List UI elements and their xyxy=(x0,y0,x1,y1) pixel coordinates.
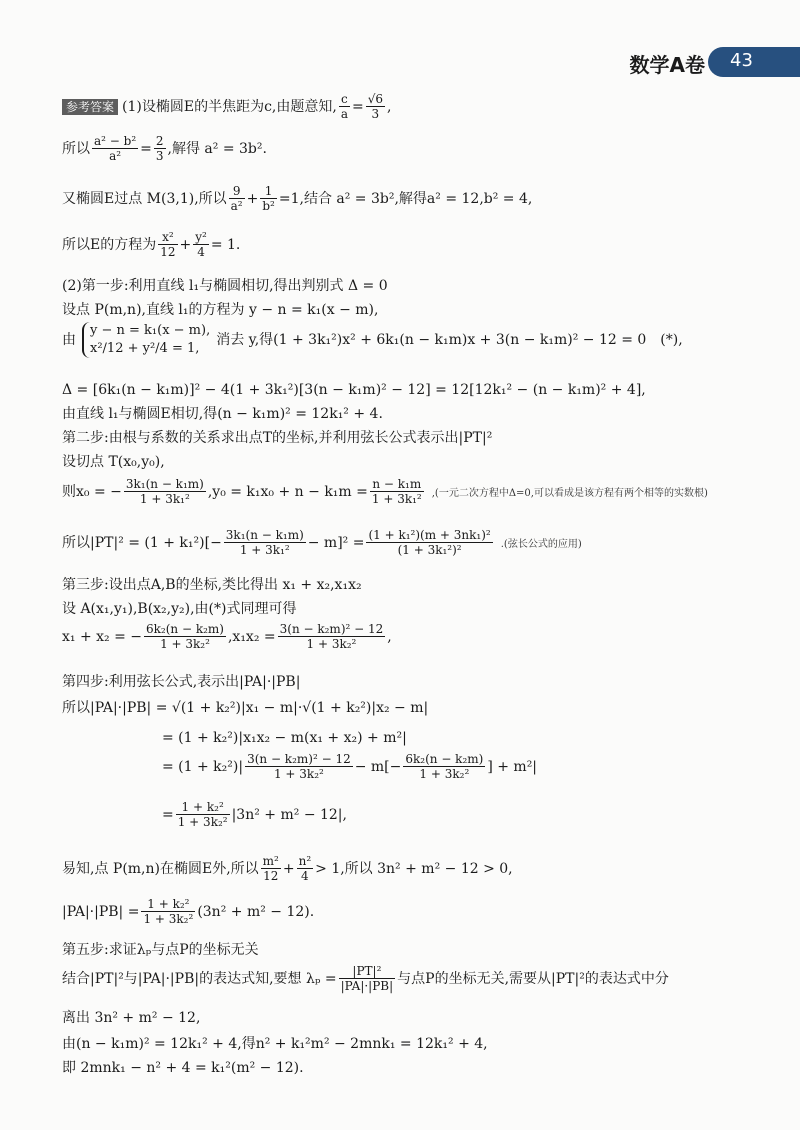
header-title: 数学A卷 xyxy=(629,53,705,77)
line-25: 结合|PT|²与|PA|·|PB|的表达式知,要想 λₚ = $\frac{\text{|PT|²}}{|PA|\cdot|PB|}$ 与点P的坐标无关,需要从|PT|²的表达式中分 xyxy=(62,964,669,994)
line-26: 离出 3n² + m² − 12, xyxy=(62,1010,201,1026)
line-9: 由直线 l₁与椭圆E相切,得(n − k₁m)² = 12k₁² + 4. xyxy=(62,406,383,422)
fraction: $\frac{\text{n²}}{4}$ xyxy=(298,854,312,884)
line-4: 所以E的方程为 $\frac{\text{x²}}{12}$ + $\frac{\text{y²}}{4}$ = 1. xyxy=(62,230,241,260)
fraction: $\frac{2}{3}$ xyxy=(155,134,164,164)
fraction: $\frac{\text{1 + k₂²}}{\text{1 + 3k₂²}}$ xyxy=(143,897,194,927)
note: ,(一元二次方程中Δ=0,可以看成是该方程有两个相等的实数根) xyxy=(431,487,708,499)
line-28: 即 2mnk₁ − n² + 4 = k₁²(m² − 12). xyxy=(62,1060,304,1076)
line-15: 设 A(x₁,y₁),B(x₂,y₂),由(*)式同理可得 xyxy=(62,601,297,617)
line-8: Δ = [6k₁(n − k₁m)]² − 4(1 + 3k₁²)[3(n − k₁m)² − 12] = 12[12k₁² − (n − k₁m)² + 4], xyxy=(62,382,646,398)
fraction: $\frac{\text{x²}}{12}$ xyxy=(160,230,176,260)
answer-tag: 参考答案 xyxy=(62,99,118,115)
line-24: 第五步:求证λₚ与点P的坐标无关 xyxy=(62,942,259,958)
line-27: 由(n − k₁m)² = 12k₁² + 4,得n² + k₁²m² − 2mnk₁ = 12k₁² + 4, xyxy=(62,1036,488,1052)
fraction: $\frac{\text{y²}}{4}$ xyxy=(195,230,207,260)
line-13: 所以|PT|² = (1 + k₁²)[− $\frac{\text{3k₁(n − k₁m)}}{\text{1 + 3k₁²}}$ − m]² = $\frac{\text{(1 + k₁²)(m + 3nk₁)²}}{\text{(1 + 3k₁²)²}}$ .(弦长公式的应用) xyxy=(62,528,582,558)
line-23: |PA|·|PB| = $\frac{\text{1 + k₂²}}{\text{1 + 3k₂²}}$ (3n² + m² − 12). xyxy=(62,897,315,927)
line-2: 所以 $\frac{\text{a² − b²}}{\text{a²}}$ = $\frac{2}{3}$ ,解得 a² = 3b². xyxy=(62,134,267,164)
fraction: $\frac{√6}{3}$ xyxy=(367,92,383,122)
line-18: 所以|PA|·|PB| = √(1 + k₂²)|x₁ − m|·√(1 + k₂²)|x₂ − m| xyxy=(62,700,429,716)
page-header xyxy=(540,45,800,81)
line-3: 又椭圆E过点 M(3,1),所以 $\frac{9}{\text{a²}}$ + $\frac{1}{\text{b²}}$ =1,结合 a² = 3b²,解得a² = 12,b² = 4, xyxy=(62,184,533,214)
fraction: $\frac{\text{3(n − k₂m)² − 12}}{\text{1 + 3k₂²}}$ xyxy=(247,752,351,782)
line-16: x₁ + x₂ = − $\frac{\text{6k₂(n − k₂m)}}{\text{1 + 3k₂²}}$ ,x₁x₂ = $\frac{\text{3(n − k₂m)² − 12}}{\text{1 + 3k₂²}}$ , xyxy=(62,622,392,652)
line-7: 由 y − n = k₁(x − m), x²/12 + y²/4 = 1, 消去 y,得(1 + 3k₁²)x² + 6k₁(n − k₁m)x + 3(n − k₁m)² − 12 = 0 (*), xyxy=(62,322,683,358)
fraction: $\frac{\text{6k₂(n − k₂m)}}{\text{1 + 3k₂²}}$ xyxy=(405,752,484,782)
fraction: $\frac{\text{3k₁(n − k₁m)}}{\text{1 + 3k₁²}}$ xyxy=(125,477,204,507)
fraction: $\frac{\text{m²}}{12}$ xyxy=(262,854,279,884)
fraction: $\frac{\text{3(n − k₂m)² − 12}}{\text{1 + 3k₂²}}$ xyxy=(279,622,384,652)
line-1: 参考答案 (1)设椭圆E的半焦距为c,由题意知, $\frac{c}{a}$ = $\frac{√6}{3}$ , xyxy=(62,92,391,122)
line-11: 设切点 T(x₀,y₀), xyxy=(62,454,165,470)
line-22: 易知,点 P(m,n)在椭圆E外,所以 $\frac{\text{m²}}{12}$ + $\frac{\text{n²}}{4}$ > 1,所以 3n² + m² − 12 > 0, xyxy=(62,854,513,884)
note: .(弦长公式的应用) xyxy=(500,538,582,550)
page-number-badge xyxy=(708,47,800,77)
fraction: $\frac{\text{|PT|²}}{|PA|\cdot|PB|}$ xyxy=(340,964,394,994)
fraction: $\frac{1}{\text{b²}}$ xyxy=(262,184,275,214)
line-10: 第二步:由根与系数的关系求出点T的坐标,并利用弦长公式表示出|PT|² xyxy=(62,430,493,446)
line-17: 第四步:利用弦长公式,表示出|PA|·|PB| xyxy=(62,674,301,690)
fraction: $\frac{\text{a² − b²}}{\text{a²}}$ xyxy=(94,134,137,164)
fraction: $\frac{c}{a}$ xyxy=(340,92,348,122)
line-19: = (1 + k₂²)|x₁x₂ − m(x₁ + x₂) + m²| xyxy=(162,730,407,746)
line-12: 则x₀ = − $\frac{\text{3k₁(n − k₁m)}}{\text{1 + 3k₁²}}$ ,y₀ = k₁x₀ + n − k₁m = $\frac{\text{n − k₁m}}{\text{1 + 3k₁²}}$ ,(一元二次方程中Δ=0,可以看成是该方程有两个相等的实数根) xyxy=(62,477,708,507)
page-number: 43 xyxy=(730,50,753,71)
line-21: = $\frac{\text{1 + k₂²}}{\text{1 + 3k₂²}}$ |3n² + m² − 12|, xyxy=(162,800,347,830)
fraction: $\frac{\text{n − k₁m}}{\text{1 + 3k₁²}}$ xyxy=(371,477,422,507)
fraction: $\frac{9}{\text{a²}}$ xyxy=(230,184,243,214)
fraction: $\frac{\text{6k₂(n − k₂m)}}{\text{1 + 3k₂²}}$ xyxy=(146,622,224,652)
fraction: $\frac{\text{3k₁(n − k₁m)}}{\text{1 + 3k₁²}}$ xyxy=(225,528,304,558)
fraction: $\frac{\text{1 + k₂²}}{\text{1 + 3k₂²}}$ xyxy=(177,800,228,830)
line-6: 设点 P(m,n),直线 l₁的方程为 y − n = k₁(x − m), xyxy=(62,302,379,318)
line-14: 第三步:设出点A,B的坐标,类比得出 x₁ + x₂,x₁x₂ xyxy=(62,577,362,593)
line-5: (2)第一步:利用直线 l₁与椭圆相切,得出判别式 Δ = 0 xyxy=(62,278,388,294)
line-20: = (1 + k₂²)| $\frac{\text{3(n − k₂m)² − 12}}{\text{1 + 3k₂²}}$ − m[− $\frac{\text{6k₂(n − k₂m)}}{\text{1 + 3k₂²}}$ ] + m²| xyxy=(162,752,538,782)
fraction: $\frac{\text{(1 + k₁²)(m + 3nk₁)²}}{\text{(1 + 3k₁²)²}}$ xyxy=(368,528,491,558)
equation-system: y − n = k₁(x − m), x²/12 + y²/4 = 1, xyxy=(82,322,210,358)
